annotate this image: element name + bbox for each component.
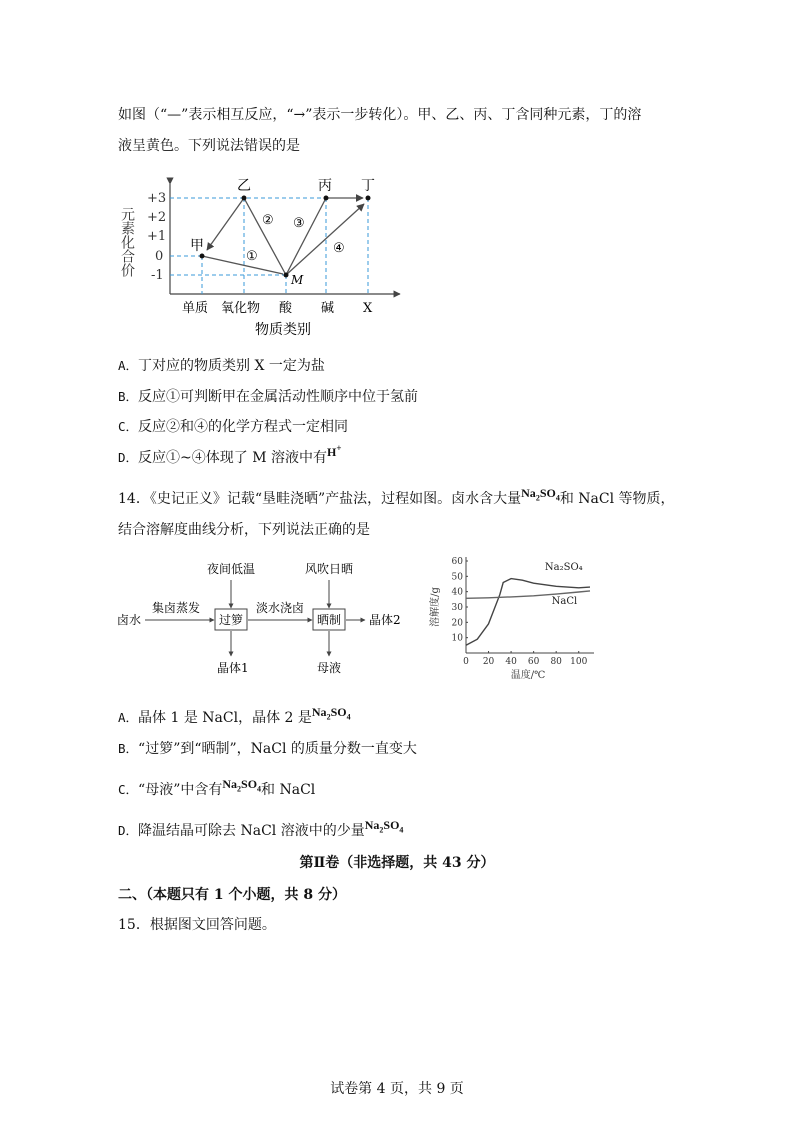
process-flow-diagram	[115, 556, 415, 681]
q13-option-a: A．丁对应的物质类别 X 一定为盐	[118, 358, 325, 374]
chart-xtick-label: 80	[550, 657, 562, 667]
xtick-danzhi: 单质	[182, 301, 209, 316]
section2-heading: 第Ⅱ卷（非选择题，共 43 分）	[299, 855, 495, 871]
diagram-ylabel: 元素化合价	[119, 207, 135, 277]
ytick-plus3: +3	[147, 191, 167, 206]
chart-ytick-label: 50	[451, 572, 463, 583]
ytick-zero: 0	[155, 249, 164, 264]
svg-text:晶体2: 晶体2	[369, 613, 401, 627]
ytick-plus2: +2	[147, 210, 167, 225]
chart-ytick-label: 60	[451, 557, 463, 567]
q13-intro-line1: 如图（“—”表示相互反应，“→”表示一步转化）。甲、乙、丙、丁含同种元素，丁的溶	[118, 107, 642, 123]
q13-intro-line2: 液呈黄色。下列说法错误的是	[118, 138, 300, 154]
section2-part: 二、（本题只有 1 个小题，共 8 分）	[118, 887, 346, 903]
ytick-minus1: -1	[151, 268, 164, 283]
chart-series-line	[466, 579, 590, 646]
chart-ytick-label: 30	[451, 603, 463, 613]
chart-ylabel: 溶解度/g	[430, 587, 441, 627]
ytick-plus1: +1	[147, 229, 167, 244]
chart-xtick-label: 100	[570, 657, 588, 667]
svg-text:集卤蒸发: 集卤蒸发	[152, 601, 201, 615]
label-yi: 乙	[237, 178, 251, 194]
q15-stem: 15．根据图文回答问题。	[118, 917, 276, 933]
svg-text:卤水: 卤水	[117, 613, 142, 627]
label-bing: 丙	[318, 178, 332, 194]
svg-text:淡水浇卤: 淡水浇卤	[256, 601, 305, 615]
chart-xtick-label: 20	[482, 657, 495, 667]
svg-text:母液: 母液	[317, 661, 342, 675]
q13-option-c: C．反应②和④的化学方程式一定相同	[118, 419, 349, 435]
chart-xtick-label: 0	[463, 657, 469, 667]
chart-ytick-label: 40	[451, 587, 463, 598]
q13-option-d: D．反应①~④体现了 M 溶液中有H+	[118, 443, 342, 466]
svg-text:过箩: 过箩	[219, 613, 244, 627]
page-footer: 试卷第 4 页，共 9 页	[330, 1081, 464, 1097]
reaction-1: ①	[246, 249, 258, 264]
label-ding: 丁	[361, 178, 375, 194]
chart-xtick-label: 60	[527, 657, 540, 667]
h-ion: H+	[327, 443, 342, 459]
xtick-suan: 酸	[279, 301, 293, 316]
q14-stem-line2: 结合溶解度曲线分析，下列说法正确的是	[118, 522, 370, 538]
svg-text:晶体1: 晶体1	[217, 661, 249, 675]
svg-text:风吹日晒: 风吹日晒	[305, 562, 354, 576]
reaction-4: ④	[333, 241, 345, 256]
chart-ytick-label: 20	[451, 618, 463, 629]
xtick-x: X	[363, 301, 373, 316]
chart-series-label: Na₂SO₄	[544, 562, 583, 574]
xtick-jian: 碱	[321, 301, 335, 316]
chart-xlabel: 温度/℃	[510, 670, 546, 681]
chart-ytick-label: 10	[451, 633, 463, 644]
reaction-2: ②	[262, 213, 274, 228]
q14-option-d: D．降温结晶可除去 NaCl 溶液中的少量$Na_2SO_4$	[118, 818, 404, 839]
q14-option-c: C．“母液”中含有$Na_2SO_4$和 NaCl	[118, 777, 316, 798]
label-jia: 甲	[190, 238, 204, 254]
valence-diagram	[115, 172, 415, 342]
q14-option-b: B．“过箩”到“晒制”，NaCl 的质量分数一直变大	[118, 741, 417, 757]
chart-series-label: NaCl	[551, 595, 578, 607]
na2so4-formula: $Na_2SO_4$	[521, 486, 560, 503]
diagram-xlabel: 物质类别	[255, 322, 311, 338]
label-m: M	[291, 273, 304, 287]
q14-stem-line1: 14．《史记正义》记载“垦畦浇晒”产盐法，过程如图。卤水含大量$Na_2SO_4$和 NaCl 等物质，	[118, 486, 675, 507]
q13-option-b: B．反应①可判断甲在金属活动性顺序中位于氢前	[118, 389, 419, 405]
svg-text:晒制: 晒制	[317, 613, 342, 627]
reaction-3: ③	[293, 216, 305, 231]
xtick-yanghuawu: 氧化物	[221, 301, 261, 316]
svg-text:夜间低温: 夜间低温	[207, 562, 256, 576]
solubility-chart	[428, 553, 598, 683]
chart-xtick-label: 40	[505, 657, 517, 667]
q14-option-a: A．晶体 1 是 NaCl，晶体 2 是$Na_2SO_4$	[118, 705, 351, 726]
